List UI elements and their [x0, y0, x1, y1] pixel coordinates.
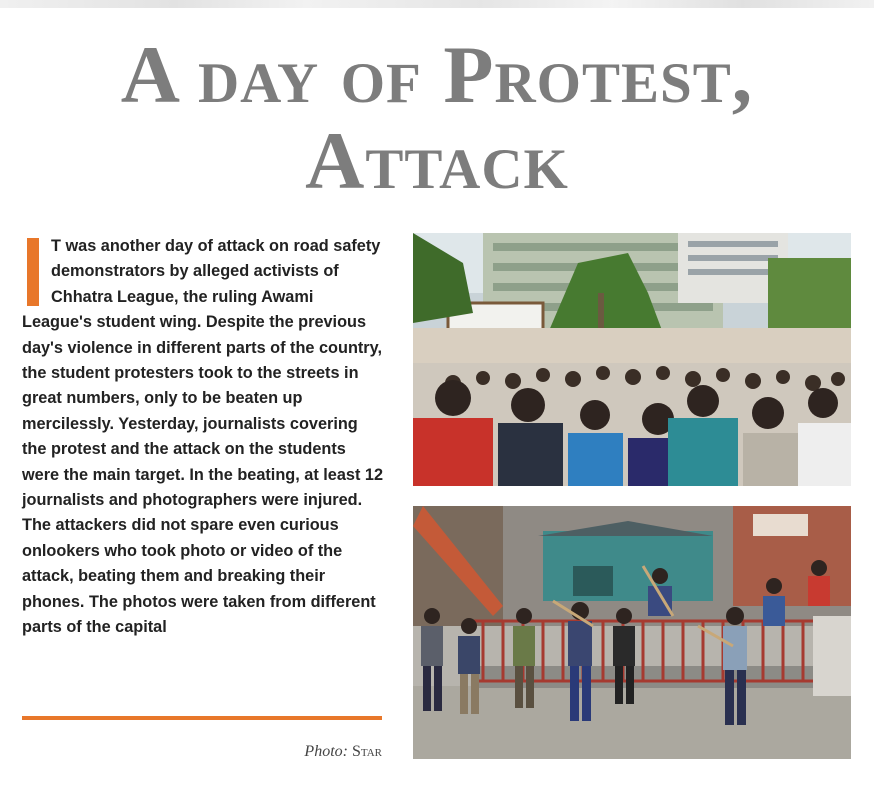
photo-credit-label: Photo: — [304, 743, 348, 760]
photo-protest-crowd — [413, 233, 851, 486]
photo-credit-source: Star — [351, 743, 382, 760]
orange-divider — [22, 716, 382, 720]
article-text: T was another day of attack on road safety demonstrators by alleged activists of Chhatra League, the ruling Awami League's student wing. Despite the previous day's violence in different parts of the country, the student protesters took to the streets in great numbers, only to be beaten up mercilessly. Yesterday, journalists covering the protest and the attack on the students were the main target. In the beating, at least 12 journalists and photographers were injured. The attackers did not spare even curious onlookers who took photo or video of the attack, beating them and breaking their phones. The photos were taken from different parts of the capital — [22, 237, 384, 637]
article-body — [22, 234, 386, 641]
previous-page-strip — [0, 0, 874, 8]
headline-line-2: Attack — [305, 115, 569, 206]
photo-attack-street — [413, 506, 851, 759]
photo-attack-street-image — [413, 506, 851, 759]
photo-credit — [304, 743, 382, 761]
photo-protest-crowd-image — [413, 233, 851, 486]
drop-cap-bar — [27, 238, 39, 306]
headline — [0, 29, 874, 206]
headline-line-1: A day of Protest, — [120, 29, 754, 120]
